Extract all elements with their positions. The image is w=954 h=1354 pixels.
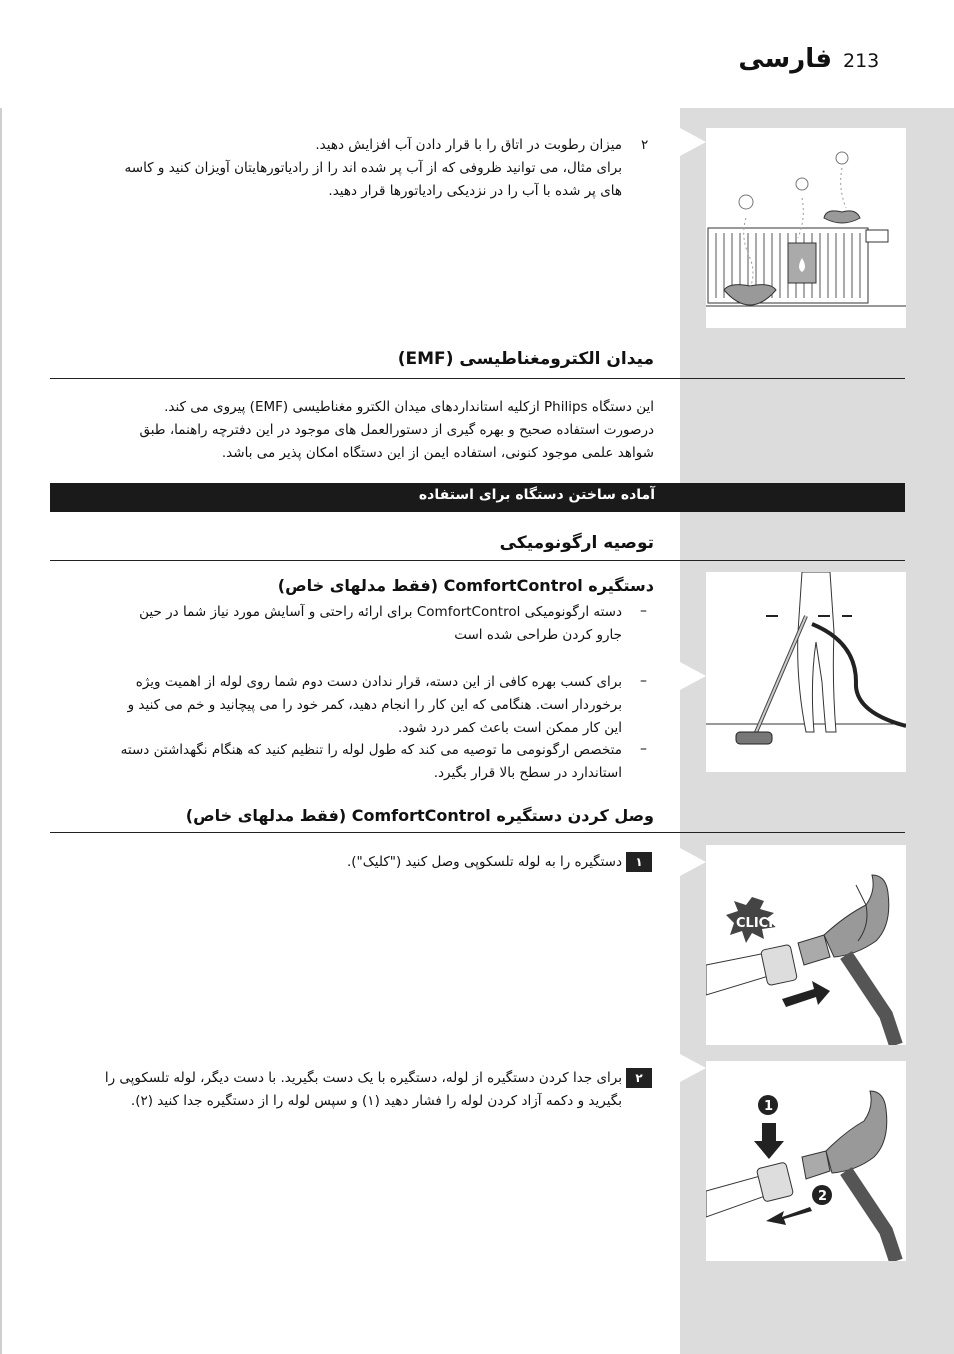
bullet-dash: –: [640, 603, 647, 619]
text-line: این کار ممکن است باعث کمر درد شود.: [398, 720, 622, 736]
bullet-dash: –: [640, 673, 647, 689]
bullet-text: [42, 739, 622, 785]
posture-illustration: [706, 572, 906, 772]
radiator-drawing: [706, 128, 906, 328]
notch: [680, 128, 706, 156]
text-line: دسته ارگونومیکی ComfortControl برای ارائه راحتی و آسایش مورد نیاز شما در حین: [139, 604, 622, 620]
text-line: برای کسب بهره کافی از این دسته، قرار ندادن دست دوم شما روی لوله از اهمیت ویژه: [135, 674, 622, 690]
section-divider: [50, 832, 905, 833]
detach-illustration: [706, 1061, 906, 1261]
notch: [680, 1054, 706, 1082]
connect-illustration: [706, 845, 906, 1045]
click-label: CLICK: [736, 916, 779, 931]
ergonomic-heading: توصیه ارگونومیکی: [499, 533, 654, 553]
text-line: این دستگاه Philips ازکلیه استانداردهای میدان الکترو مغناطیسی (EMF) پیروی می کند.: [164, 399, 654, 415]
section-divider: [50, 560, 905, 561]
step-number: ۱: [626, 852, 652, 872]
step-1-text: دستگیره را به لوله تلسکوپی وصل کنید ("کلیک").: [346, 854, 622, 870]
text-line: میزان رطوبت در اتاق را با قرار دادن آب افزایش دهید.: [315, 137, 622, 153]
text-line: برای مثال، می توانید ظروفی که از آب پر شده اند را از رادیاتورهایتان آویزان کنید و کاسه: [124, 160, 622, 176]
emf-paragraph: [44, 396, 654, 465]
comfort-handle-heading: دستگیره ComfortControl (فقط مدلهای خاص): [277, 576, 654, 595]
text-line: برخوردار است. هنگامی که این کار را انجام دهید، کمر خود را می پیچانید و خم می کنید و: [127, 697, 622, 713]
section-divider: [50, 378, 905, 379]
text-line: جارو کردن طراحی شده است: [454, 627, 622, 643]
step-number: ۲: [626, 1068, 652, 1088]
page-title: فارسی: [738, 44, 832, 74]
bullet-dash: –: [640, 741, 647, 757]
left-edge: [0, 108, 2, 1354]
notch: [680, 662, 706, 690]
section-bar: [50, 483, 905, 512]
text-line: متخصص ارگونومی ما توصیه می کند که طول لوله را تنظیم کنید که هنگام نگهداشتن دسته: [120, 742, 622, 758]
connect-drawing: [706, 845, 906, 1045]
text-line: درصورت استفاده صحیح و بهره گیری از دستورالعمل های موجود در این دفترچه راهنما، طبق: [139, 422, 654, 438]
text-line: های پر شده با آب را در نزدیکی رادیاتورها قرار دهید.: [328, 183, 622, 199]
marker-1: 1: [764, 1099, 774, 1114]
step-2-badge: [626, 1067, 652, 1088]
marker-2: 2: [818, 1189, 828, 1204]
posture-drawing: [706, 572, 906, 772]
bullet-text: [42, 601, 622, 647]
connect-handle-heading: وصل کردن دستگیره ComfortControl (فقط مدلهای خاص): [185, 806, 654, 825]
page-number: 213: [843, 50, 880, 72]
text-line: برای جدا کردن دستگیره از لوله، دستگیره با یک دست بگیرید. با دست دیگر، لوله تلسکوپی را: [104, 1070, 622, 1086]
step-2-text: [32, 1067, 622, 1113]
emf-heading: میدان الکترومغناطیسی (EMF): [397, 349, 654, 369]
text-line: بگیرید و دکمه آزاد کردن لوله را فشار دهید (۱) و سپس لوله را از دستگیره جدا کنید (۲).: [130, 1093, 622, 1109]
radiator-illustration: [706, 128, 906, 328]
humidity-paragraph: [62, 134, 622, 203]
section-bar-label: آماده ساختن دستگاه برای استفاده: [418, 487, 655, 503]
bullet-text: [42, 671, 622, 740]
step-number: ۲: [641, 137, 649, 153]
text-line: شواهد علمی موجود کنونی، استفاده ایمن از این دستگاه امکان پذیر می باشد.: [221, 445, 654, 461]
step-1-badge: [626, 851, 652, 872]
detach-drawing: [706, 1061, 906, 1261]
notch: [680, 848, 706, 876]
text-line: استاندارد در سطح بالا قرار بگیرد.: [433, 765, 622, 781]
